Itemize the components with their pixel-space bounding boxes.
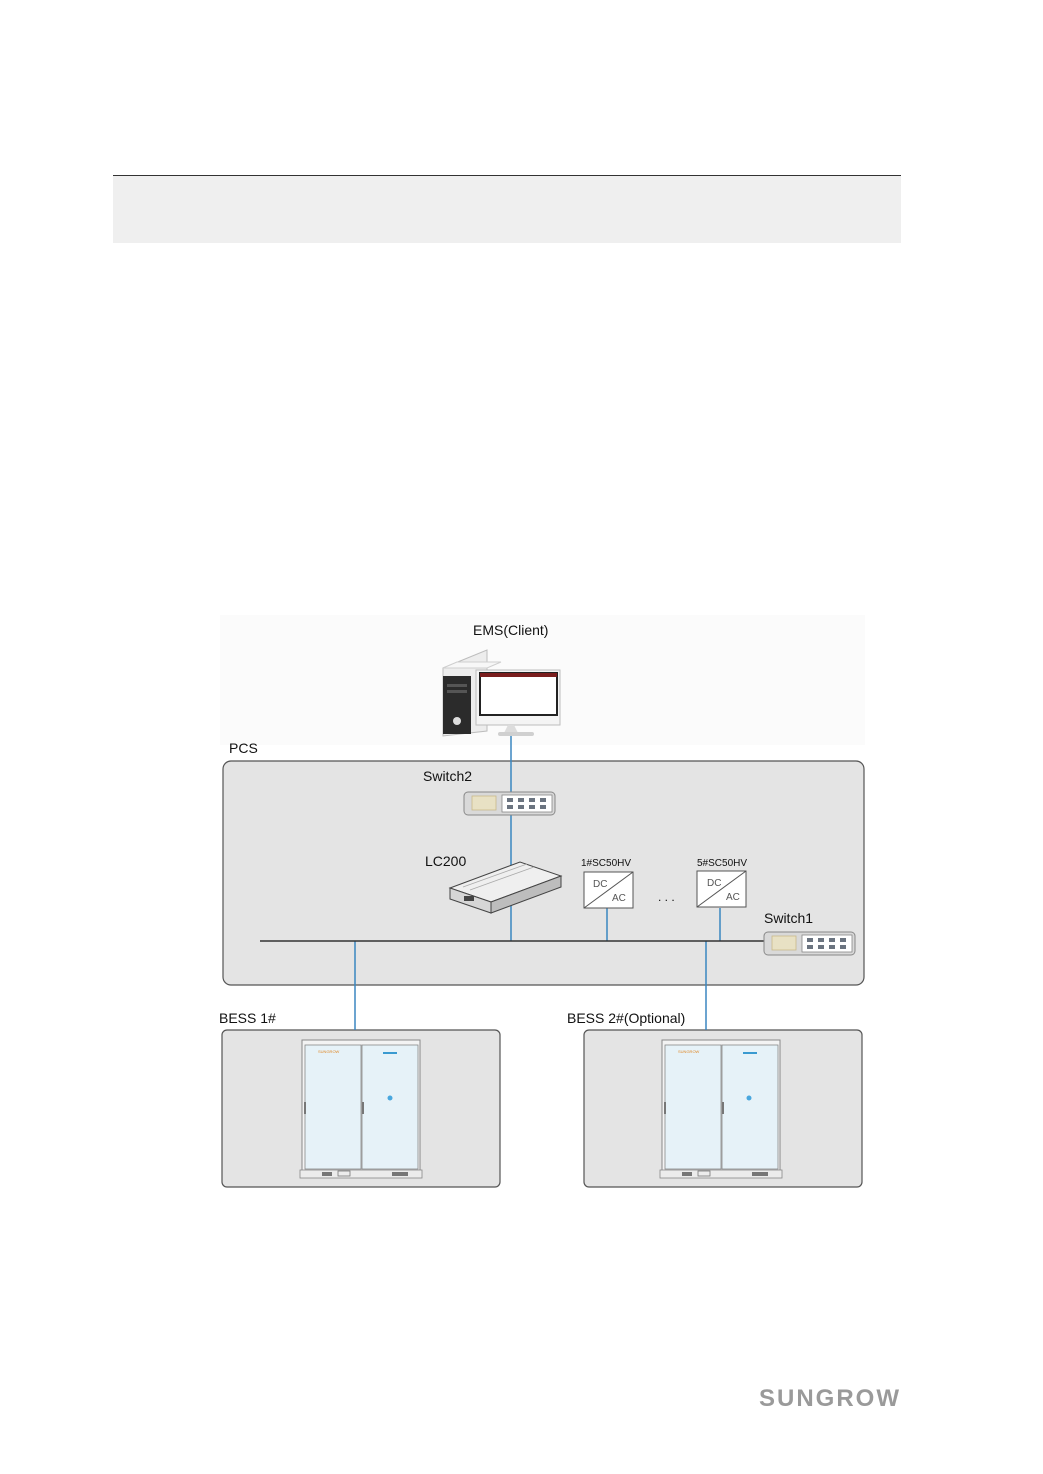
switch2-label: Switch2 <box>423 768 473 784</box>
bess2-cabinet-brand: SUNGROW <box>678 1049 700 1054</box>
pcs5-ac-label: AC <box>726 892 740 903</box>
pcs5-label: 5#SC50HV <box>697 858 748 869</box>
pcs1-label: 1#SC50HV <box>581 858 632 869</box>
switch1-icon <box>764 932 855 955</box>
ems-label: EMS(Client) <box>473 622 549 638</box>
pcs1-dc-label: DC <box>593 879 608 890</box>
bess1-cabinet-icon <box>300 1040 422 1178</box>
ellipsis-label: . . . <box>658 890 675 904</box>
pcs1-ac-label: AC <box>612 893 626 904</box>
bess2-cabinet-icon <box>660 1040 782 1178</box>
lc200-label: LC200 <box>425 853 467 869</box>
bess2-label: BESS 2#(Optional) <box>567 1010 686 1026</box>
pcs-label: PCS <box>229 740 258 756</box>
switch1-label: Switch1 <box>764 910 814 926</box>
switch2-icon <box>464 792 555 815</box>
pcs5-dc-label: DC <box>707 878 722 889</box>
sungrow-logo: SUNGROW <box>759 1385 901 1412</box>
bess1-label: BESS 1# <box>219 1010 276 1026</box>
bess1-cabinet-brand: SUNGROW <box>318 1049 340 1054</box>
ems-computer-icon <box>443 650 560 736</box>
